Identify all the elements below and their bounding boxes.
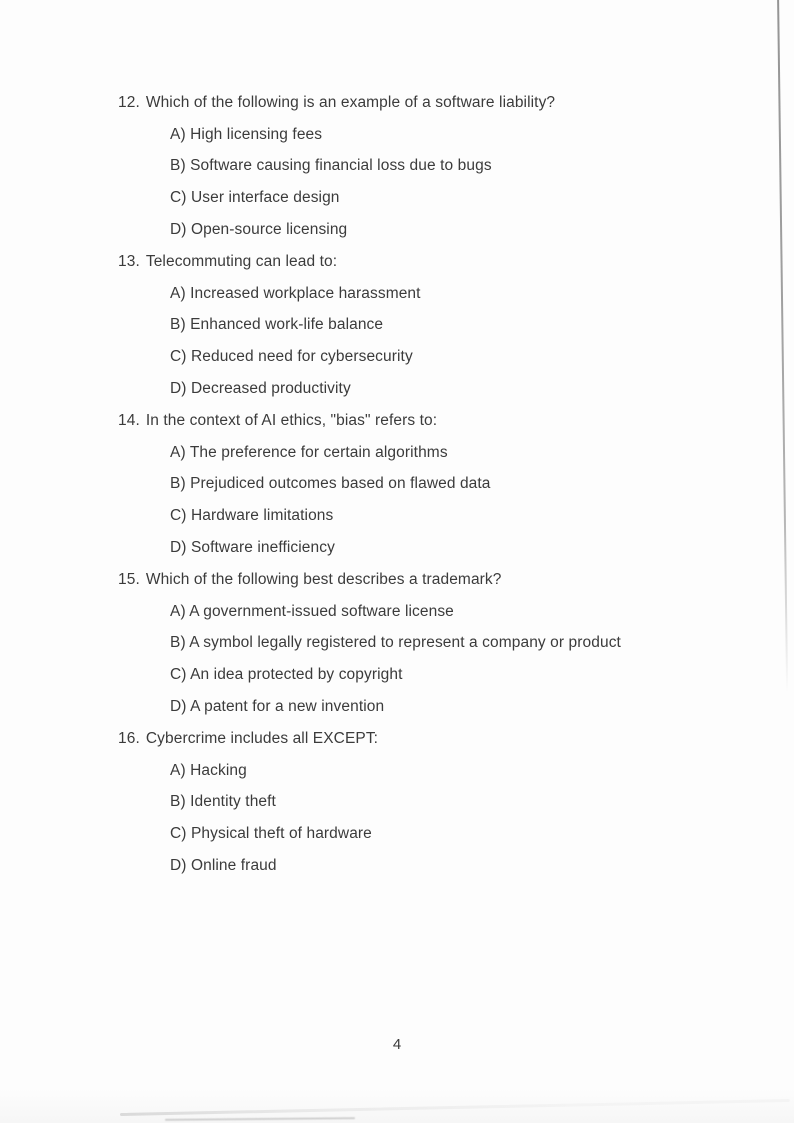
question-text: In the context of AI ethics, "bias" refers to: [145,411,438,429]
option-line: C) An idea protected by copyright [170,666,403,684]
option-line: C) Reduced need for cybersecurity [170,348,413,366]
option-line: D) Software inefficiency [170,539,335,557]
question-number: 14. [118,411,140,429]
question-block [118,246,754,405]
question-text: Which of the following best describes a trademark? [145,570,502,588]
option-line: A) Hacking [170,761,247,779]
option-line: A) A government-issued software license [170,602,454,620]
question-number: 13. [118,252,140,270]
question-block [118,405,754,564]
question-line [118,723,754,755]
page-number: 4 [392,1036,402,1053]
option-line: B) Enhanced work-life balance [170,316,384,334]
option-line: A) The preference for certain algorithms [170,443,448,461]
option-line: C) Hardware limitations [170,507,334,525]
option-line: D) A patent for a new invention [170,698,385,716]
scan-artifact-bottom-dark [165,1117,355,1121]
question-text: Which of the following is an example of a software liability? [145,93,556,111]
question-text: Telecommuting can lead to: [145,252,338,270]
option-line: B) Prejudiced outcomes based on flawed data [170,475,491,493]
question-block [118,564,754,723]
option-line: A) Increased workplace harassment [170,284,421,302]
question-line [118,87,754,119]
question-text: Cybercrime includes all EXCEPT: [145,729,379,747]
paper-edge-line [777,0,788,692]
option-line: D) Decreased productivity [170,380,351,398]
option-line: C) Physical theft of hardware [170,825,372,843]
quiz-content [118,87,754,882]
question-number: 16. [118,729,140,747]
question-line [118,405,754,437]
option-line: C) User interface design [170,189,340,207]
question-number: 15. [118,570,140,588]
question-block [118,87,754,246]
question-number: 12. [118,93,140,111]
option-line: B) Identity theft [170,793,276,811]
option-line: D) Online fraud [170,857,277,875]
option-line: B) Software causing financial loss due to bugs [170,157,492,175]
option-line: A) High licensing fees [170,125,323,143]
question-line [118,564,754,596]
option-line: B) A symbol legally registered to represent a company or product [170,634,621,652]
scan-artifact-bottom [120,1098,790,1115]
question-line [118,246,754,278]
question-block [118,723,754,882]
option-line: D) Open-source licensing [170,221,348,239]
